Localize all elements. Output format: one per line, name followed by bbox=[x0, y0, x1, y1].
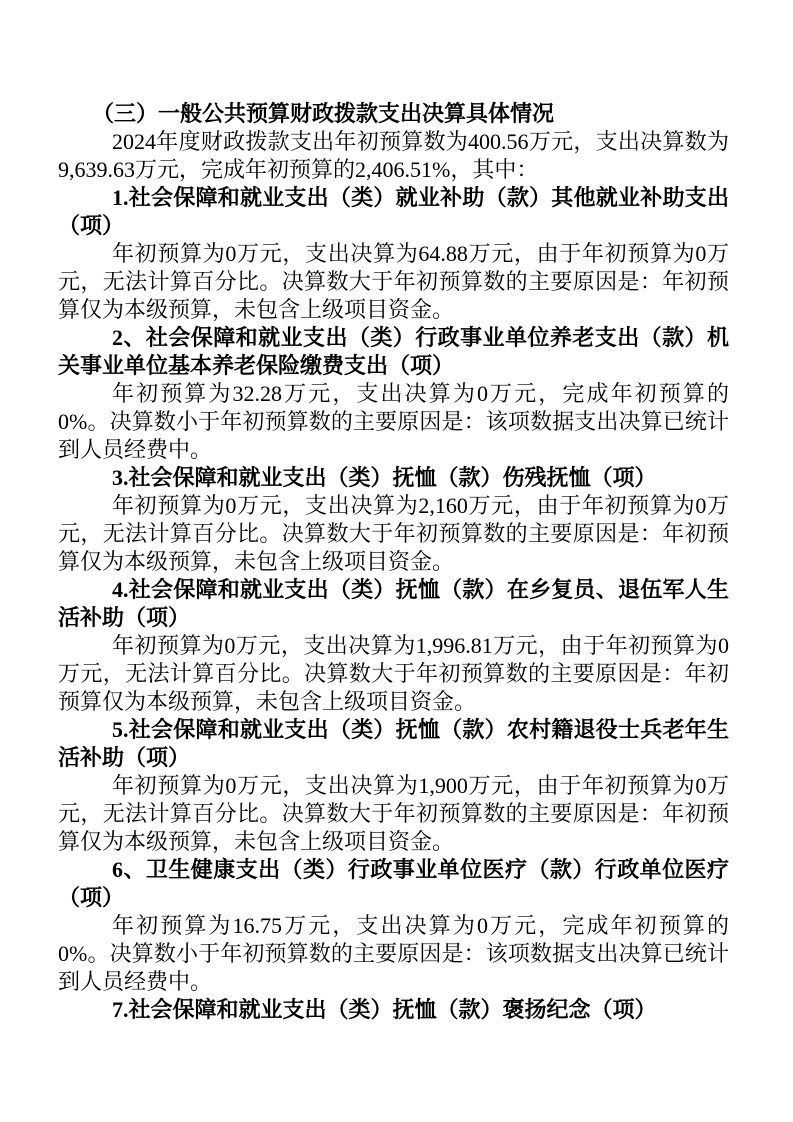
item-body: 年初预算为0万元，支出决算为1,900万元，由于年初预算为0万元，无法计算百分比。决算数大于年初预算数的主要原因是：年初预算仅为本级预算，未包含上级项目资金。 bbox=[58, 773, 729, 854]
budget-item bbox=[58, 716, 729, 856]
item-body: 年初预算为16.75万元，支出决算为0万元，完成年初预算的0%。决算数小于年初预算数的主要原因是：该项数据支出决算已统计到人员经费中。 bbox=[58, 913, 729, 994]
intro-paragraph: 2024年度财政拨款支出年初预算数为400.56万元，支出决算数为9,639.63万元，完成年初预算的2,406.51%，其中： bbox=[58, 129, 729, 182]
budget-item bbox=[58, 996, 729, 1024]
item-body: 年初预算为0万元，支出决算为64.88万元，由于年初预算为0万元，无法计算百分比。决算数大于年初预算数的主要原因是：年初预算仅为本级预算，未包含上级项目资金。 bbox=[58, 241, 729, 322]
item-body: 年初预算为0万元，支出决算为1,996.81万元，由于年初预算为0万元，无法计算百分比。决算数大于年初预算数的主要原因是：年初预算仅为本级预算，未包含上级项目资金。 bbox=[58, 633, 729, 714]
item-heading: 3.社会保障和就业支出（类）抚恤（款）伤残抚恤（项） bbox=[112, 465, 657, 490]
budget-item bbox=[58, 184, 729, 324]
budget-item bbox=[58, 856, 729, 996]
document-content bbox=[58, 100, 729, 1024]
items-container bbox=[58, 184, 729, 1024]
budget-item bbox=[58, 324, 729, 464]
item-heading: 1.社会保障和就业支出（类）就业补助（款）其他就业补助支出（项） bbox=[58, 185, 729, 238]
item-heading: 5.社会保障和就业支出（类）抚恤（款）农村籍退役士兵老年生活补助（项） bbox=[58, 717, 729, 770]
section-title: （三）一般公共预算财政拨款支出决算具体情况 bbox=[92, 101, 555, 126]
item-body: 年初预算为32.28万元，支出决算为0万元，完成年初预算的0%。决算数小于年初预算数的主要原因是：该项数据支出决算已统计到人员经费中。 bbox=[58, 381, 729, 462]
item-heading: 2、社会保障和就业支出（类）行政事业单位养老支出（款）机关事业单位基本养老保险缴费支出（项） bbox=[58, 325, 729, 378]
budget-item bbox=[58, 576, 729, 716]
item-heading: 7.社会保障和就业支出（类）抚恤（款）褒扬纪念（项） bbox=[112, 997, 657, 1022]
item-heading: 6、卫生健康支出（类）行政事业单位医疗（款）行政单位医疗（项） bbox=[58, 857, 729, 910]
item-body: 年初预算为0万元，支出决算为2,160万元，由于年初预算为0万元，无法计算百分比。决算数大于年初预算数的主要原因是：年初预算仅为本级预算，未包含上级项目资金。 bbox=[58, 493, 729, 574]
item-heading: 4.社会保障和就业支出（类）抚恤（款）在乡复员、退伍军人生活补助（项） bbox=[58, 577, 729, 630]
budget-item bbox=[58, 464, 729, 576]
